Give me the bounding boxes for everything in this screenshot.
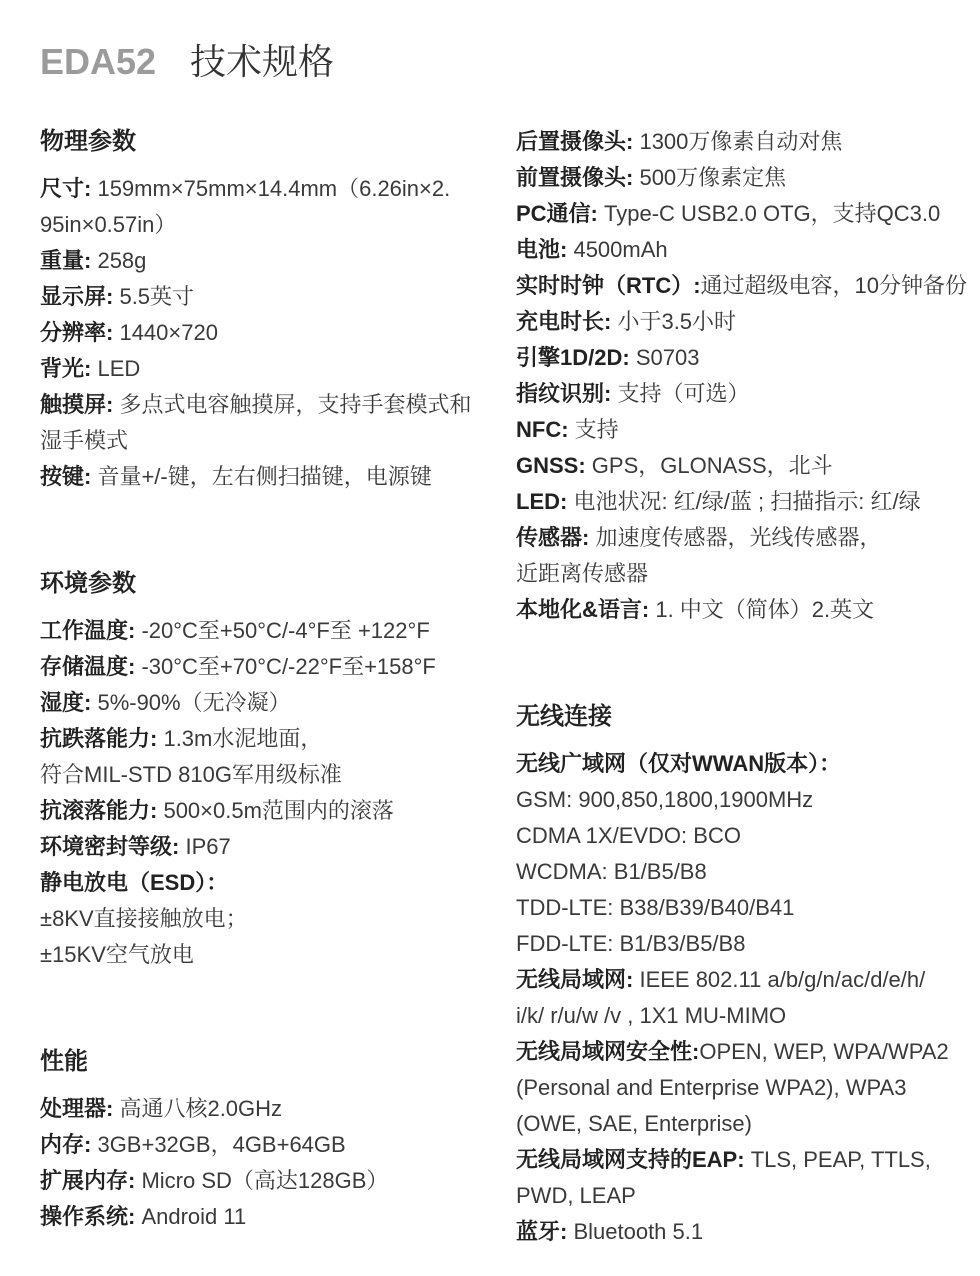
spec-value: 1.3m水泥地面， [163,726,323,751]
spec-item-front-camera [516,160,966,196]
spec-label: 分辨率: [40,320,120,345]
spec-label: NFC: [516,417,575,442]
spec-value: Bluetooth 5.1 [573,1219,704,1244]
spec-label: 显示屏: [40,284,120,309]
spec-line [516,448,966,484]
spec-line [516,484,966,520]
spec-item-keys [40,459,490,495]
spec-item-operating-temp [40,613,490,649]
spec-item-esd [40,865,490,973]
spec-label: 操作系统: [40,1204,142,1229]
spec-line [40,1091,490,1127]
spec-line [516,340,966,376]
spec-value: GPS，GLONASS，北斗 [591,453,833,478]
spec-item-fingerprint [516,376,966,412]
spec-item-charge-time [516,304,966,340]
spec-line [516,1106,966,1142]
spec-line [516,304,966,340]
spec-item-scan-engine [516,340,966,376]
spec-line [516,1142,966,1178]
spec-line [516,1034,966,1070]
spec-value: 支持 [574,417,619,442]
spec-item-resolution [40,315,490,351]
spec-line [40,937,490,973]
spec-value: ±15KV空气放电 [40,942,194,967]
spec-label: 抗滚落能力: [40,798,164,823]
page-title: 技术规格 [190,41,335,82]
band-line [516,818,966,854]
section-wireless [516,699,966,1250]
spec-line [40,829,490,865]
spec-item-sealing [40,829,490,865]
spec-label: 背光: [40,356,98,381]
spec-value: 多点式电容触摸屏，支持手套模式和 [119,392,472,417]
spec-label: 存储温度: [40,654,142,679]
band-value: FDD-LTE: B1/B3/B5/B8 [516,931,746,956]
spec-item-battery [516,232,966,268]
spec-label: 抗跌落能力: [40,726,164,751]
spec-label: 内存: [40,1132,98,1157]
spec-line [40,351,490,387]
spec-line [516,1070,966,1106]
spec-line [516,746,966,782]
spec-item-gnss [516,448,966,484]
spec-line [40,721,490,757]
spec-item-backlight [40,351,490,387]
spec-item-tumble [40,793,490,829]
spec-value: ±8KV直接接触放电； [40,906,248,931]
spec-item-os [40,1199,490,1235]
spec-value: 5%-90%（无冷凝） [97,690,291,715]
right-column [516,124,966,1250]
spec-line [516,160,966,196]
spec-value: 音量+/-键，左右侧扫描键，电源键 [97,464,432,489]
spec-value: IP67 [185,834,231,859]
spec-line [40,649,490,685]
spec-item-storage-temp [40,649,490,685]
spec-value: 1. 中文（简体）2.英文 [655,597,875,622]
band-line [516,854,966,890]
spec-label: 无线局域网支持的EAP: [516,1147,751,1172]
spec-label: 传感器: [516,525,596,550]
spec-label: 处理器: [40,1096,120,1121]
spec-line [40,387,490,423]
spec-item-sensors [516,520,966,592]
left-column [40,124,490,1235]
spec-label: 前置摄像头: [516,165,640,190]
spec-value: S0703 [635,345,700,370]
spec-line [40,243,490,279]
band-value: CDMA 1X/EVDO: BCO [516,823,741,848]
spec-item-display [40,279,490,315]
spec-value: 高通八核2.0GHz [119,1096,283,1121]
spec-value: 1300万像素自动对焦 [639,129,843,154]
section-hardware [516,124,966,628]
band-value: WCDMA: B1/B5/B8 [516,859,707,884]
spec-line [516,998,966,1034]
spec-label: 蓝牙: [516,1219,574,1244]
spec-item-touchscreen [40,387,490,459]
spec-line [40,171,490,207]
spec-value: 258g [97,248,147,273]
spec-item-processor [40,1091,490,1127]
spec-value: IEEE 802.11 a/b/g/n/ac/d/e/h/ [639,967,926,992]
spec-label: 电池: [516,237,574,262]
spec-value: 近距离传感器 [516,561,649,586]
spec-label: PC通信: [516,201,605,226]
section-heading: 性能 [40,1048,88,1075]
spec-label: 扩展内存: [40,1168,142,1193]
spec-item-humidity [40,685,490,721]
spec-label: 无线局域网安全性: [516,1039,700,1064]
spec-item-weight [40,243,490,279]
spec-line [40,315,490,351]
spec-label: 环境密封等级: [40,834,186,859]
section-heading: 物理参数 [40,128,136,155]
spec-line [40,793,490,829]
section-heading: 环境参数 [40,570,136,597]
spec-line [516,232,966,268]
section-physical [40,124,490,495]
spec-value: PWD, LEAP [516,1183,636,1208]
spec-line [40,757,490,793]
band-line [516,782,966,818]
spec-label: 尺寸: [40,176,98,201]
spec-line [516,1214,966,1250]
band-value: TDD-LTE: B38/B39/B40/B41 [516,895,795,920]
spec-line [40,459,490,495]
spec-value: Android 11 [141,1204,247,1229]
spec-item-wlan [516,962,966,1034]
spec-line [516,124,966,160]
spec-line [40,1199,490,1235]
spec-label: 引擎1D/2D: [516,345,636,370]
spec-value: 500×0.5m范围内的滚落 [163,798,394,823]
spec-value: 小于3.5小时 [617,309,737,334]
spec-value: 支持（可选） [617,381,750,406]
spec-line [40,685,490,721]
spec-value: 5.5英寸 [119,284,195,309]
spec-label: 湿度: [40,690,98,715]
spec-item-bluetooth [516,1214,966,1250]
spec-label: 静电放电（ESD）： [40,870,229,895]
spec-value: OPEN, WEP, WPA/WPA2 [699,1039,949,1064]
spec-line [40,1127,490,1163]
spec-line [40,279,490,315]
spec-item-pc-comm [516,196,966,232]
spec-line [40,901,490,937]
spec-value: 湿手模式 [40,428,129,453]
spec-value: i/k/ r/u/w /v , 1X1 MU-MIMO [516,1003,787,1028]
spec-value: Micro SD（高达128GB） [141,1168,389,1193]
spec-label: 充电时长: [516,309,618,334]
spec-value: (Personal and Enterprise WPA2), WPA3 [516,1075,907,1100]
spec-line [516,520,966,556]
spec-item-wlan-eap [516,1142,966,1214]
spec-label: 实时时钟（RTC）: [516,273,701,298]
spec-value: 加速度传感器，光线传感器， [595,525,882,550]
spec-item-wwan [516,746,966,962]
spec-line [40,865,490,901]
spec-item-localization [516,592,966,628]
spec-value: 通过超级电容，10分钟备份 [700,273,968,298]
spec-label: 触摸屏: [40,392,120,417]
spec-value: TLS, PEAP, TTLS, [750,1147,931,1172]
model-name: EDA52 [40,41,157,82]
spec-label: 本地化&语言: [516,597,656,622]
spec-value: -20°C至+50°C/-4°F至 +122°F [141,618,430,643]
spec-item-rear-camera [516,124,966,160]
spec-line [516,376,966,412]
spec-value: 95in×0.57in） [40,212,177,237]
spec-item-size [40,171,490,243]
spec-line [40,423,490,459]
spec-line [516,196,966,232]
section-performance [40,1044,490,1235]
spec-value: 1440×720 [119,320,218,345]
spec-line [40,207,490,243]
section-heading: 无线连接 [516,703,612,730]
section-environment [40,566,490,973]
spec-line [516,556,966,592]
band-line [516,926,966,962]
spec-label: 无线广域网（仅对WWAN版本）： [516,751,842,776]
spec-label: 按键: [40,464,98,489]
spec-item-nfc [516,412,966,448]
spec-value: 4500mAh [573,237,668,262]
spec-line [516,1178,966,1214]
spec-label: 重量: [40,248,98,273]
spec-value: LED [97,356,141,381]
spec-label: LED: [516,489,574,514]
spec-value: 电池状况: 红/绿/蓝 ; 扫描指示: 红/绿 [573,489,921,514]
spec-line [516,412,966,448]
spec-item-led [516,484,966,520]
spec-label: 工作温度: [40,618,142,643]
spec-value: 500万像素定焦 [639,165,787,190]
spec-value: 符合MIL-STD 810G军用级标准 [40,762,342,787]
spec-item-rtc [516,268,966,304]
spec-value: -30°C至+70°C/-22°F至+158°F [141,654,436,679]
spec-value: 159mm×75mm×14.4mm（6.26in×2. [97,176,451,201]
spec-value: Type-C USB2.0 OTG，支持QC3.0 [604,201,941,226]
spec-line [516,962,966,998]
spec-label: 无线局域网: [516,967,640,992]
spec-item-memory [40,1127,490,1163]
spec-line [516,592,966,628]
spec-value: 3GB+32GB，4GB+64GB [97,1132,346,1157]
spec-line [516,268,966,304]
spec-label: 后置摄像头: [516,129,640,154]
spec-label: GNSS: [516,453,592,478]
spec-item-wlan-security [516,1034,966,1142]
spec-item-expansion [40,1163,490,1199]
spec-line [40,613,490,649]
spec-item-drop [40,721,490,793]
spec-label: 指纹识别: [516,381,618,406]
band-value: GSM: 900,850,1800,1900MHz [516,787,814,812]
spec-line [40,1163,490,1199]
spec-value: (OWE, SAE, Enterprise) [516,1111,752,1136]
band-line [516,890,966,926]
